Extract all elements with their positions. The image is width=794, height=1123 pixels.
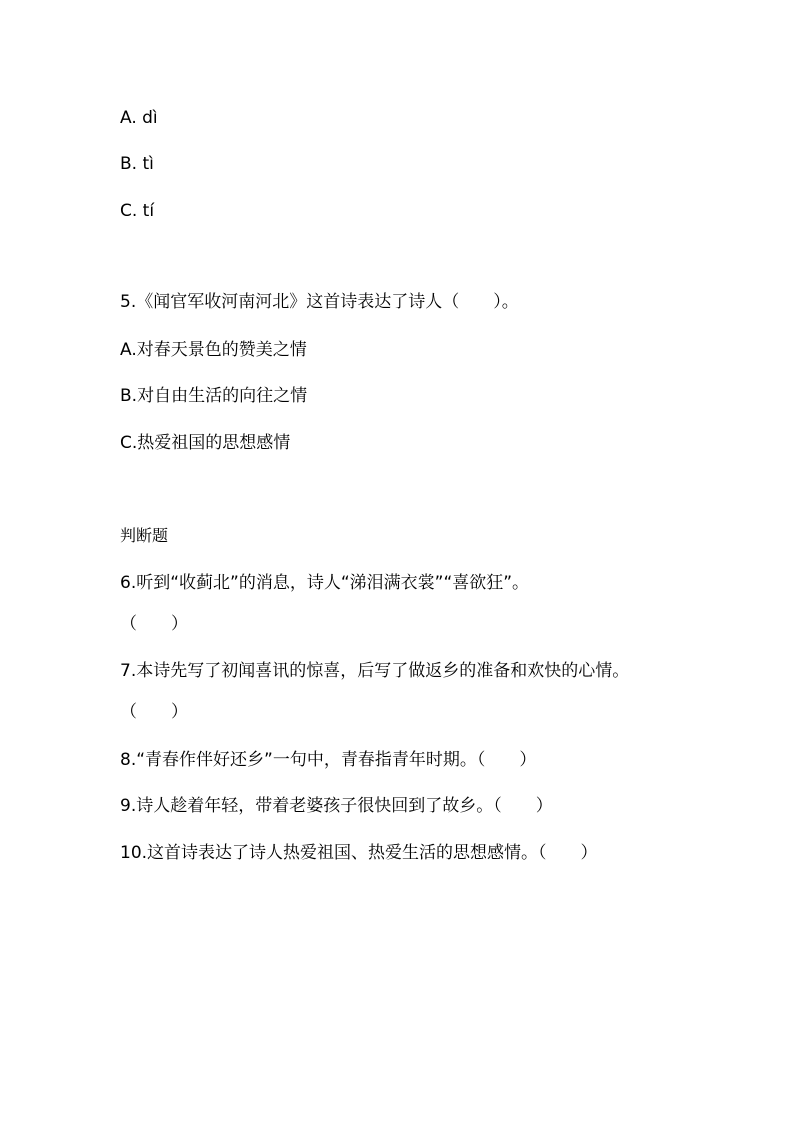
q5-option-b: B.对自由生活的向往之情 [120, 386, 308, 406]
judgement-item-6: 6.听到“收蓟北”的消息，诗人“涕泪满衣裳”“喜欲狂”。 [120, 573, 530, 593]
q5-stem: 5.《闻官军收河南河北》这首诗表达了诗人（ ）。 [120, 292, 519, 312]
section-heading-judgement: 判断题 [120, 526, 169, 545]
judgement-item-6-blank: （ ） [120, 614, 188, 634]
q4-option-b: B. tì [120, 154, 154, 174]
judgement-item-7-blank: （ ） [120, 702, 188, 722]
judgement-item-10: 10.这首诗表达了诗人热爱祖国、热爱生活的思想感情。（ ） [120, 843, 598, 863]
q4-option-a: A. dì [120, 108, 158, 128]
q4-option-c: C. tí [120, 201, 155, 221]
judgement-item-7: 7.本诗先写了初闻喜讯的惊喜，后写了做返乡的准备和欢快的心情。 [120, 661, 630, 681]
q5-option-c: C.热爱祖国的思想感情 [120, 433, 291, 453]
judgement-item-8: 8.“青春作伴好还乡”一句中，青春指青年时期。（ ） [120, 750, 537, 770]
q5-option-a: A.对春天景色的赞美之情 [120, 340, 307, 360]
judgement-item-9: 9.诗人趁着年轻，带着老婆孩子很快回到了故乡。（ ） [120, 796, 553, 816]
